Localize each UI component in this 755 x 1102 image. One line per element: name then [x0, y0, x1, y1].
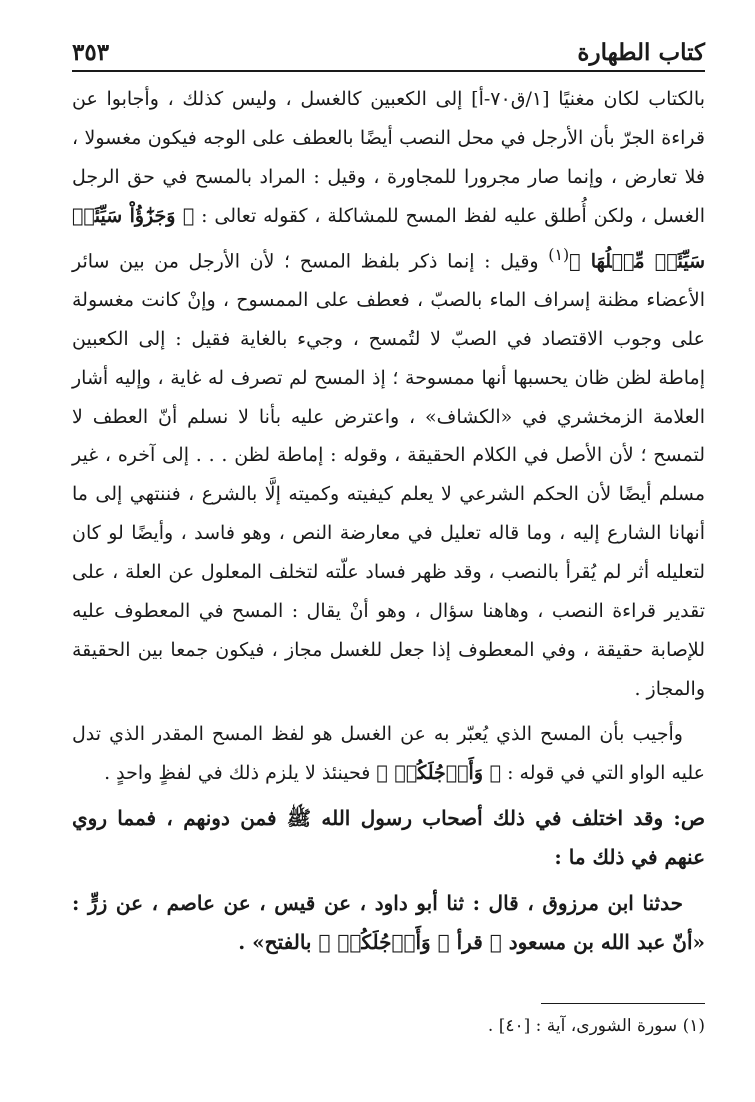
body-text	[72, 80, 705, 962]
quran-verse-in-hadith: ﴿ وَأَرۡجُلَكُمۡ ﴾	[318, 930, 450, 955]
quran-verse: ﴿ وَجَزَٰٓؤُاْ سَيِّئَةٖ سَيِّئَةٞ مِّثۡلُهَا ﴾	[72, 204, 705, 272]
answer-text: وأجيب بأن المسح الذي يُعبّر به عن الغسل هو لفظ المسح المقدر الذي تدل عليه الواو التي في قوله :	[72, 722, 705, 784]
footnote-ref: (١)	[548, 244, 570, 264]
hadith-paragraph	[72, 884, 705, 962]
answer-text-continued: فحينئذ لا يلزم ذلك في لفظٍ واحدٍ .	[104, 761, 371, 784]
answer-paragraph	[72, 715, 705, 793]
hadith-text-continued: بالفتح» .	[238, 930, 312, 955]
page-header	[72, 22, 705, 72]
running-title: كتاب الطهارة	[577, 39, 705, 66]
footnote: (١) سورة الشورى، آية : [٤٠] .	[487, 1016, 705, 1036]
hadith-chain: حدثنا ابن مرزوق ، قال : ثنا أبو داود ، عن قيس ، عن عاصم ، عن زرٍّ : «أنّ عبد الله بن مسعود ؓ قرأ	[72, 891, 705, 955]
footnote-divider	[541, 1003, 705, 1004]
quran-verse-arjulakum: ﴿ وَأَرۡجُلَكُمۡ ﴾	[376, 761, 502, 784]
matn-text: ص: وقد اختلف في ذلك أصحاب رسول الله ﷺ فمن دونهم ، فمما روي عنهم في ذلك ما :	[72, 805, 705, 869]
matn-heading	[72, 799, 705, 877]
commentary-text: بالكتاب لكان مغنيًا [١/ق٧٠-أ] إلى الكعبين كالغسل ، وليس كذلك ، وأجابوا عن قراءة الجرّ بأن الأرجل في محل النصب أيضًا بالعطف على الوجه فيكون مغسولا ، فلا تعارض ، وإنما صار مجرورا للمجاورة ، وقيل : المراد بالمسح في حق الرجل الغسل ، ولكن أُطلق عليه لفظ المسح للمشاكلة ، كقوله تعالى :	[72, 88, 705, 227]
commentary-paragraph	[72, 80, 705, 709]
commentary-text-continued: وقيل : إنما ذكر بلفظ المسح ؛ لأن الأرجل من بين سائر الأعضاء مظنة إسراف الماء بالصبّ ، فعطف على الممسوح ، وإنْ كانت مغسولة على وجوب الاقتصاد في الصبّ لا لتُمسح ، وجيء بالغاية فقيل : إلى الكعبين إماطة لظن ظان يحسبها أنها ممسوحة ؛ إذ المسح لم تصرف له غاية ، وإليه أشار العلامة الزمخشري في «الكشاف» ، واعترض عليه بأنا لا نسلم أنّ العطف لا لتمسح ؛ لأن الأصل في الكلام الحقيقة ، وقوله : إماطة لظن . . . إلى آخره ، غير مسلم أيضًا لأن الحكم الشرعي لا يعلم كيفيته وكميته إلَّا بالشرع ، فننتهي إلى ما أنهانا الشارع إليه ، وما قاله تعليل في معارضة النص ، وهو فاسد ، وأيضًا لو كان لتعليله أثر لم يُقرأ بالنصب ، وقد ظهر فساد علّته لتخلف المعلول عن العلة ، على تقدير قراءة النصب ، وهاهنا سؤال ، وهو أنْ يقال : المسح في المعطوف عليه للإصابة حقيقة ، وفي المعطوف إذا جعل للغسل مجاز ، فيكون جمعا بين الحقيقة والمجاز .	[72, 249, 705, 700]
page-number: ٣٥٣	[72, 39, 110, 66]
